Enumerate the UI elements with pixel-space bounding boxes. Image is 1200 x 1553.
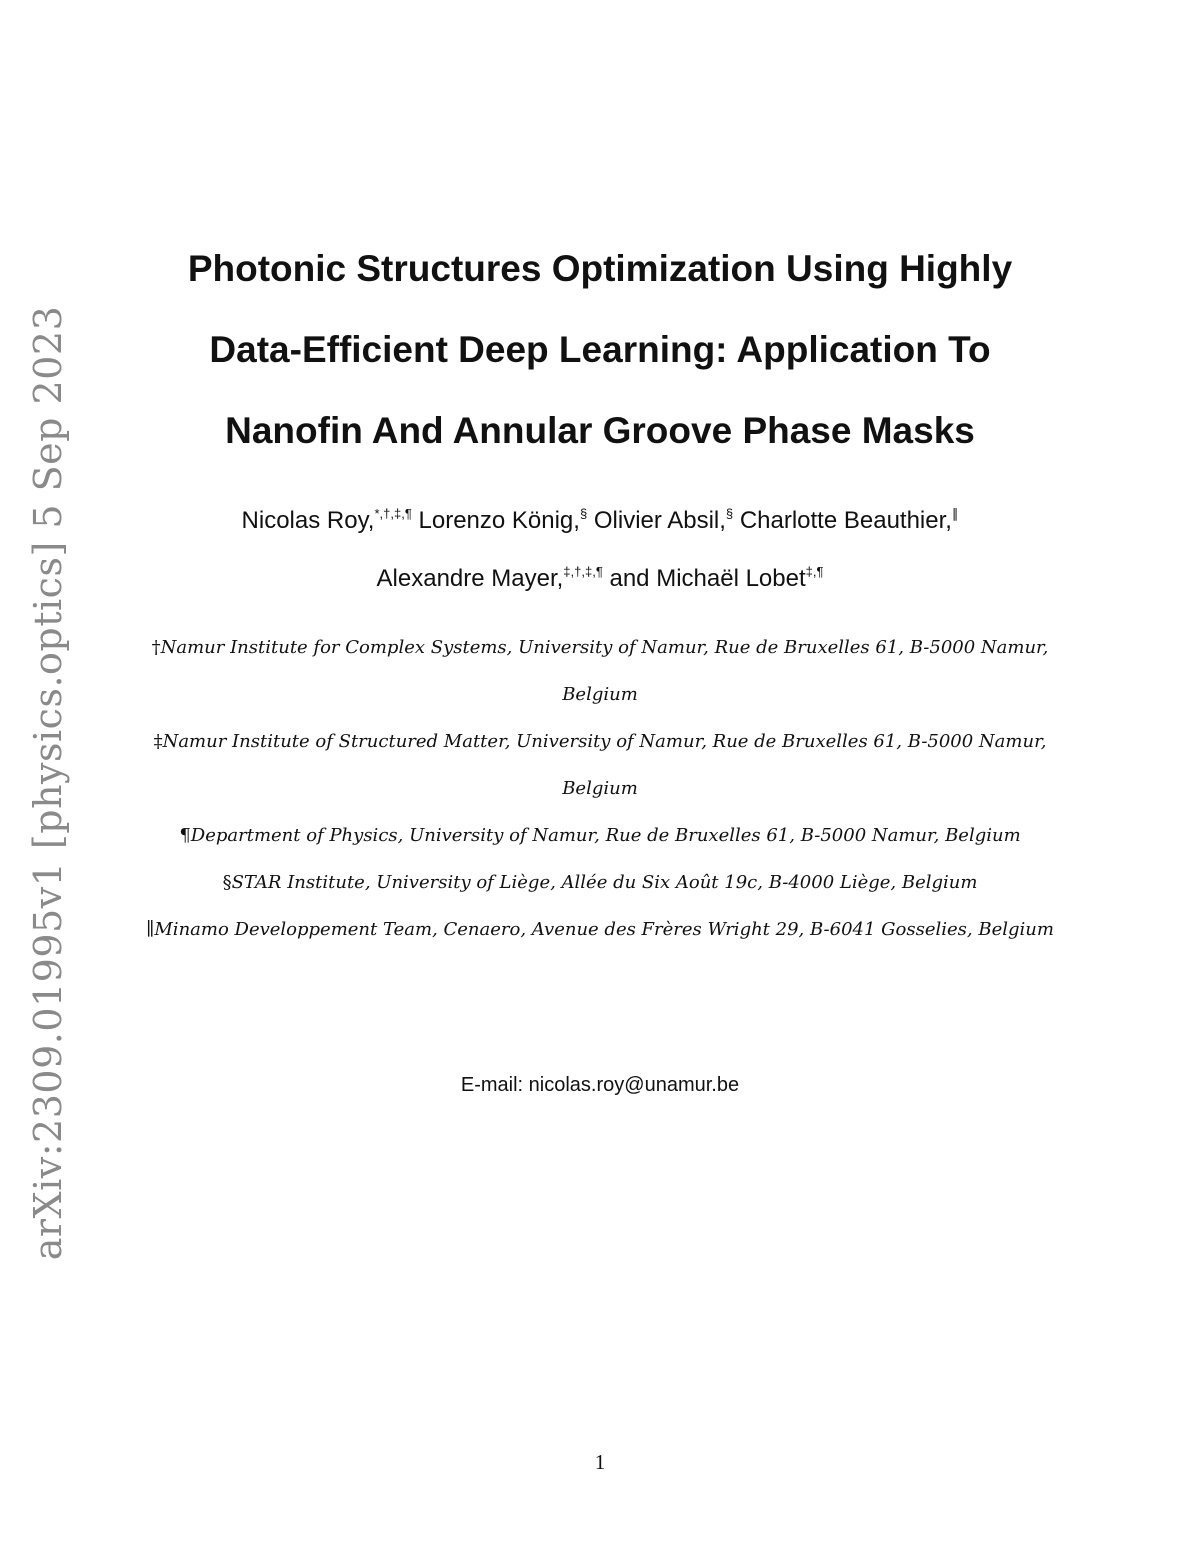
- paper-title: Photonic Structures Optimization Using Highly Data-Efficient Deep Learning: Application To Nanofin And Annular Groove Phase Masks: [187, 248, 1013, 451]
- affiliation-mark: §: [222, 872, 232, 893]
- author-entry: [242, 507, 412, 534]
- author-affiliation-marks: ‡,†,‡,¶: [563, 564, 603, 579]
- affiliation: [140, 718, 1060, 812]
- affiliation: [140, 624, 1060, 718]
- author-entry: [594, 507, 733, 534]
- author-affiliation-marks: ‡,¶: [805, 564, 824, 579]
- author-entry: [740, 507, 959, 534]
- affiliation: [140, 859, 1060, 906]
- author-entry: [377, 565, 603, 592]
- contact-email: E-mail: nicolas.roy@unamur.be: [460, 1074, 740, 1096]
- author-name: Charlotte Beauthier,: [739, 507, 952, 534]
- affiliation-text: Minamo Developpement Team, Cenaero, Avenue des Frères Wright 29, B-6041 Gosselies, Belgium: [154, 919, 1054, 940]
- author-name: Lorenzo König,: [418, 507, 580, 534]
- author-name: Olivier Absil,: [593, 507, 726, 534]
- author-entry: [419, 507, 588, 534]
- affiliation-text: Namur Institute for Complex Systems, University of Namur, Rue de Bruxelles 61, B-5000 Namur, Belgium: [160, 637, 1049, 705]
- author-affiliation-marks: §: [579, 506, 588, 521]
- affiliation-mark: ∥: [146, 919, 155, 940]
- author-list: [140, 492, 1060, 608]
- author-name: and Michaël Lobet: [609, 565, 806, 592]
- affiliation-mark: †: [151, 637, 161, 658]
- arxiv-identifier-stamp: arXiv:2309.01995v1 [physics.optics] 5 Sep 2023: [26, 305, 70, 1261]
- affiliation-text: Namur Institute of Structured Matter, University of Namur, Rue de Bruxelles 61, B-5000 Namur, Belgium: [162, 731, 1047, 799]
- affiliation: [140, 906, 1060, 953]
- affiliation-text: STAR Institute, University of Liège, Allée du Six Août 19c, B-4000 Liège, Belgium: [231, 872, 978, 893]
- author-affiliation-marks: *,†,‡,¶: [374, 506, 412, 521]
- author-entry: [609, 565, 823, 592]
- affiliation-text: Department of Physics, University of Namur, Rue de Bruxelles 61, B-5000 Namur, Belgium: [190, 825, 1021, 846]
- author-affiliation-marks: §: [725, 506, 734, 521]
- author-name: Nicolas Roy,: [241, 507, 375, 534]
- affiliation-list: [140, 624, 1060, 953]
- author-name: Alexandre Mayer,: [376, 565, 564, 592]
- affiliation-mark: ‡: [153, 731, 163, 752]
- page-number: 1: [594, 1450, 606, 1474]
- affiliation-mark: ¶: [179, 825, 191, 846]
- affiliation: [140, 812, 1060, 859]
- author-affiliation-marks: ∥: [951, 506, 959, 521]
